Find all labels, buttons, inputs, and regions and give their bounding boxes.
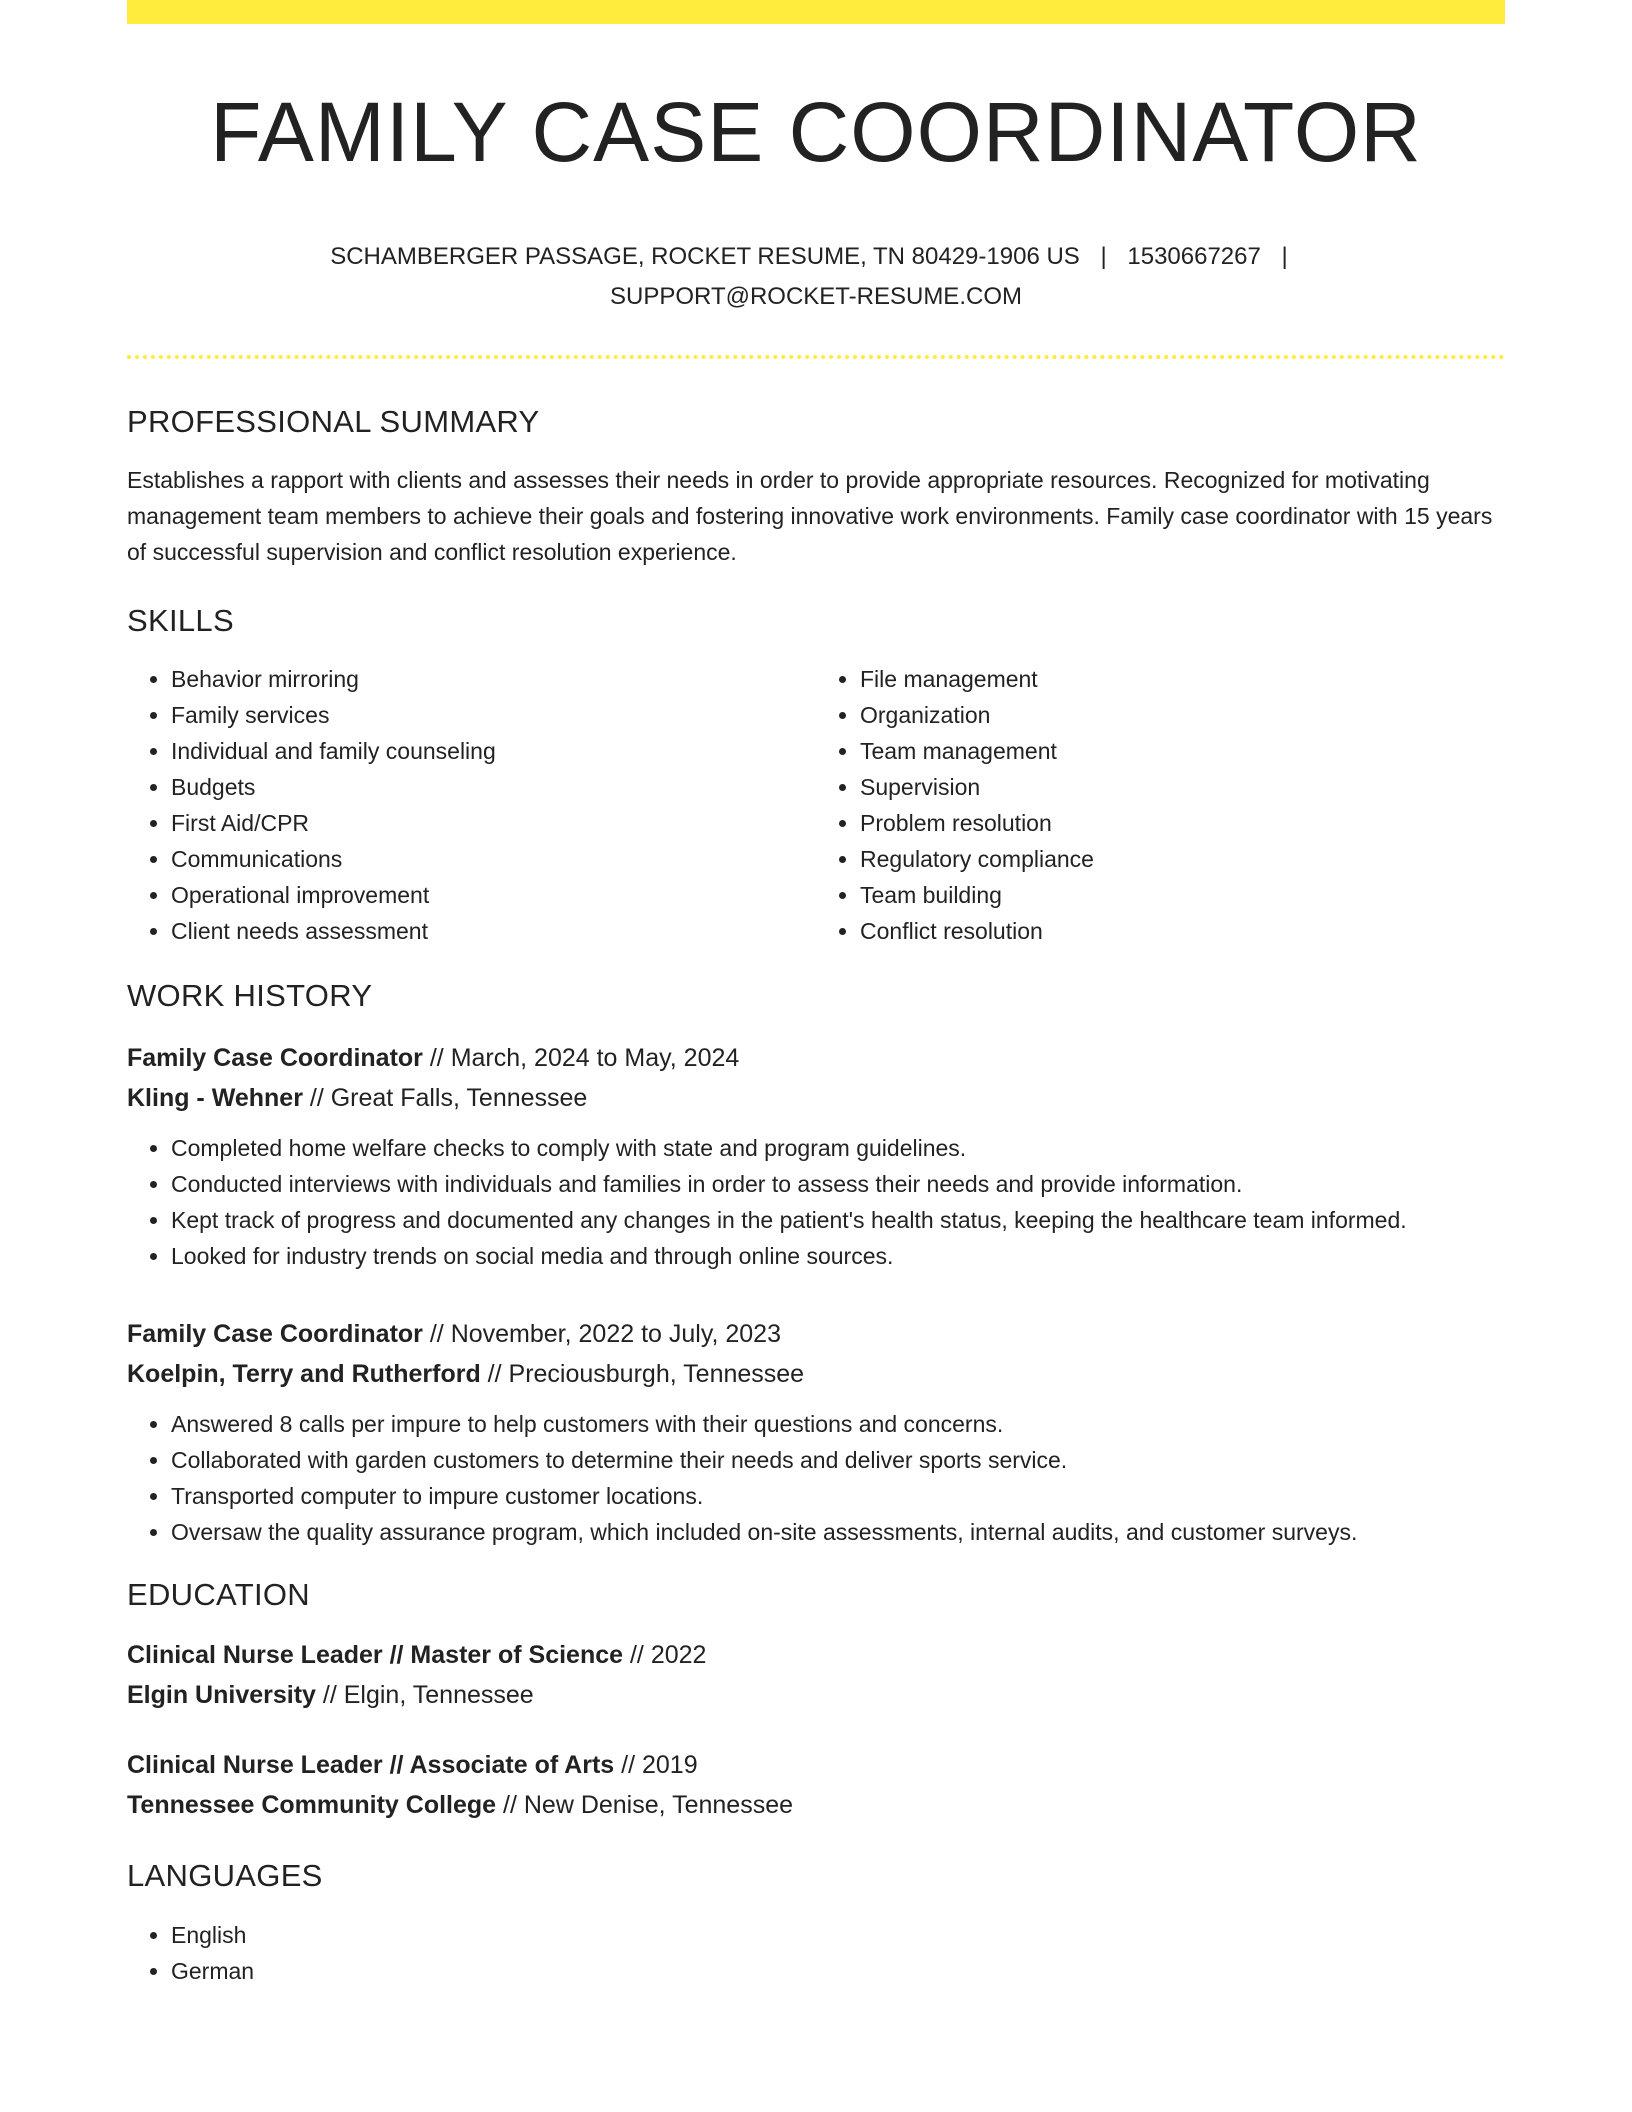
education-entry <box>127 1635 1505 1715</box>
skill-item: • Conflict resolution <box>860 913 1505 949</box>
job-bullet: • Oversaw the quality assurance program, which included on-site assessments, internal audits, and customer surveys. <box>171 1514 1505 1550</box>
contact-phone: 1530667267 <box>1127 242 1261 270</box>
education-school: Tennessee Community College <box>127 1791 497 1820</box>
job-bullet: • Conducted interviews with individuals and families in order to assess their needs and provide information. <box>171 1166 1505 1202</box>
job-location: // Preciousburgh, Tennessee <box>480 1360 805 1389</box>
job-company-line <box>127 1354 1505 1394</box>
job-location: // Great Falls, Tennessee <box>302 1084 588 1113</box>
education-degree: Clinical Nurse Leader // Associate of Arts <box>127 1751 615 1780</box>
job-company: Kling - Wehner <box>127 1084 303 1113</box>
job-bullets <box>127 1406 1505 1550</box>
job-company: Koelpin, Terry and Rutherford <box>127 1360 481 1389</box>
job-dates: // November, 2022 to July, 2023 <box>422 1320 781 1349</box>
education-degree-line <box>127 1745 1505 1785</box>
education-entry <box>127 1745 1505 1825</box>
skills-heading: SKILLS <box>127 602 234 638</box>
education-location: // New Denise, Tennessee <box>496 1791 794 1820</box>
languages-heading: LANGUAGES <box>127 1858 323 1894</box>
skill-item: • Team building <box>860 877 1505 913</box>
contact-email: SUPPORT@ROCKET-RESUME.COM <box>610 282 1022 310</box>
job-bullet: • Completed home welfare checks to comply with state and program guidelines. <box>171 1130 1505 1166</box>
contact-line-1 <box>127 237 1505 277</box>
skills-list-left <box>127 661 816 949</box>
summary-heading: PROFESSIONAL SUMMARY <box>127 403 540 439</box>
skill-item: • Budgets <box>171 769 816 805</box>
education-location: // Elgin, Tennessee <box>315 1681 534 1710</box>
skill-item: • Regulatory compliance <box>860 841 1505 877</box>
job-bullets <box>127 1130 1505 1274</box>
skill-item: • Team management <box>860 733 1505 769</box>
dotted-divider <box>127 355 1505 359</box>
skill-item: • Communications <box>171 841 816 877</box>
job-entry <box>127 1038 1505 1274</box>
skill-item: • Client needs assessment <box>171 913 816 949</box>
skill-item: • Operational improvement <box>171 877 816 913</box>
job-role: Family Case Coordinator <box>127 1044 423 1073</box>
education-degree-line <box>127 1635 1505 1675</box>
job-dates: // March, 2024 to May, 2024 <box>422 1044 740 1073</box>
resume-title: FAMILY CASE COORDINATOR <box>210 85 1422 179</box>
skill-item: • Supervision <box>860 769 1505 805</box>
skill-item: • First Aid/CPR <box>171 805 816 841</box>
contact-address: SCHAMBERGER PASSAGE, ROCKET RESUME, TN 80429-1906 US <box>330 242 1080 270</box>
language-item: • English <box>171 1917 1505 1953</box>
job-bullet: • Answered 8 calls per impure to help customers with their questions and concerns. <box>171 1406 1505 1442</box>
job-entry <box>127 1314 1505 1550</box>
job-role-line <box>127 1038 1505 1078</box>
top-accent-bar <box>127 0 1505 24</box>
skill-item: • Individual and family counseling <box>171 733 816 769</box>
education-heading: EDUCATION <box>127 1577 310 1613</box>
work-history-heading: WORK HISTORY <box>127 977 373 1013</box>
contact-info <box>127 237 1505 317</box>
education-school-line <box>127 1675 1505 1715</box>
skill-item: • File management <box>860 661 1505 697</box>
skill-item: • Family services <box>171 697 816 733</box>
job-bullet: • Kept track of progress and documented any changes in the patient's health status, keeping the healthcare team informed. <box>171 1202 1505 1238</box>
contact-separator: | <box>1281 242 1288 270</box>
education-school: Elgin University <box>127 1681 316 1710</box>
skill-item: • Problem resolution <box>860 805 1505 841</box>
job-company-line <box>127 1078 1505 1118</box>
job-bullet: • Transported computer to impure customer locations. <box>171 1478 1505 1514</box>
skill-item: • Organization <box>860 697 1505 733</box>
education-year: // 2019 <box>614 1751 698 1780</box>
contact-separator: | <box>1100 242 1107 270</box>
education-school-line <box>127 1785 1505 1825</box>
skills-grid <box>127 661 1505 949</box>
contact-line-2 <box>127 277 1505 317</box>
summary-text: Establishes a rapport with clients and assesses their needs in order to provide appropriate resources. Recognized for motivating management team members to achieve their goals and fostering innovative work environments. Family case coordinator with 15 years of successful supervision and conflict resolution experience. <box>127 466 1493 565</box>
education-degree: Clinical Nurse Leader // Master of Science <box>127 1641 624 1670</box>
education-year: // 2022 <box>623 1641 707 1670</box>
languages-list <box>127 1917 1505 1989</box>
job-bullet: • Collaborated with garden customers to determine their needs and deliver sports service. <box>171 1442 1505 1478</box>
job-role: Family Case Coordinator <box>127 1320 423 1349</box>
job-bullet: • Looked for industry trends on social media and through online sources. <box>171 1238 1505 1274</box>
job-role-line <box>127 1314 1505 1354</box>
skill-item: • Behavior mirroring <box>171 661 816 697</box>
language-item: • German <box>171 1953 1505 1989</box>
skills-list-right <box>816 661 1505 949</box>
